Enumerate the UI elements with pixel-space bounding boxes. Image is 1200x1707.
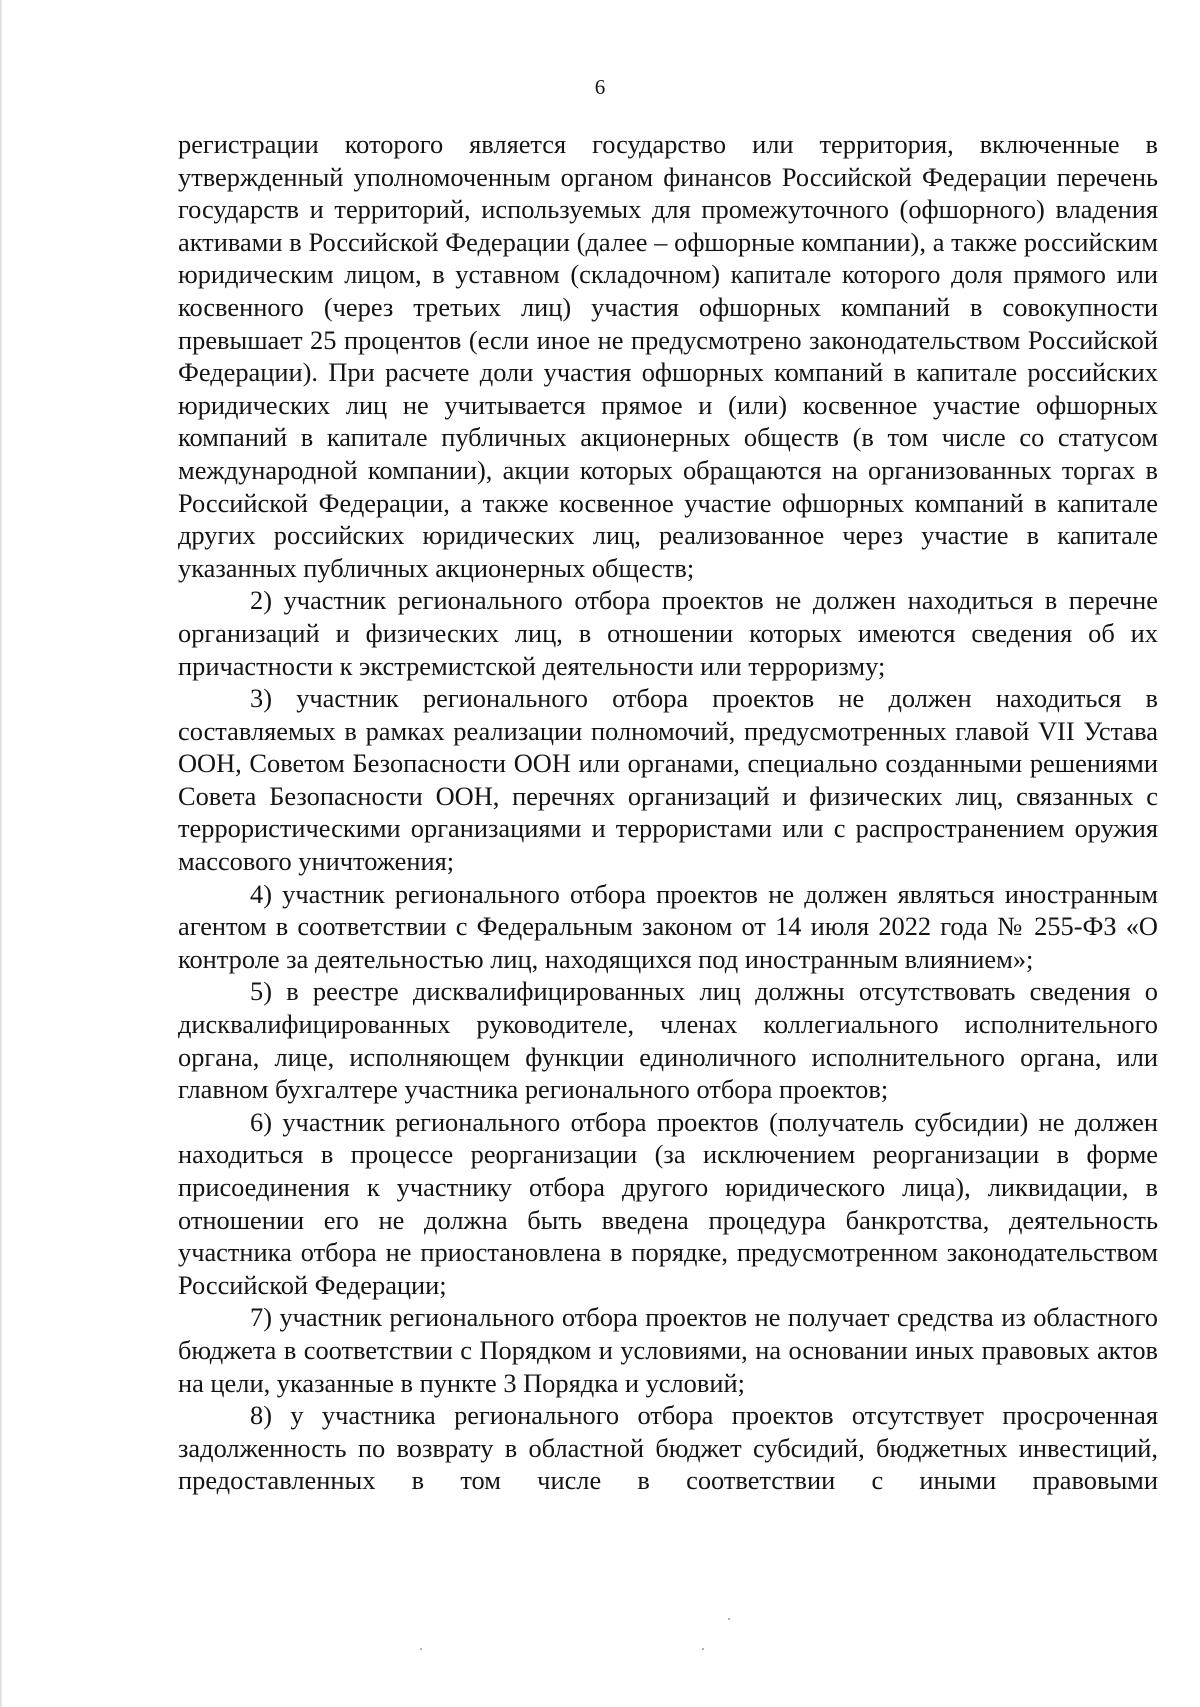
page-number: 6: [594, 75, 606, 99]
document-body: [178, 128, 1158, 1497]
paragraph-item-4: 4) участник регионального отбора проектов не должен являться иностранным агентом в соответствии с Федеральным законом от 14 июля 2022 года № 255-ФЗ «О контроле за деятельностью лиц, находящихся под иностранным влиянием»;: [178, 878, 1158, 974]
scan-edge: [0, 0, 3, 1707]
paragraph-item-7: 7) участник регионального отбора проектов не получает средства из областного бюджета в соответствии с Порядком и условиями, на основании иных правовых актов на цели, указанные в пункте 3 Порядка и условий;: [178, 1302, 1158, 1398]
paragraph-continuation: регистрации которого является государство или территория, включенные в утвержденный уполномоченным органом финансов Российской Федерации перечень государств и территорий, используемых для промежуточного (офшорного) владения активами в Российской Федерации (далее – офшорные компании), а также российским юридическим лицом, в уставном (складочном) капитале которого доля прямого или косвенного (через третьих лиц) участия офшорных компаний в совокупности превышает 25 процентов (если иное не предусмотрено законодательством Российской Федерации). При расчете доли участия офшорных компаний в капитале российских юридических лиц не учитывается прямое и (или) косвенное участие офшорных компаний в капитале публичных акционерных обществ (в том числе со статусом международной компании), акции которых обращаются на организованных торгах в Российской Федерации, а также косвенное участие офшорных компаний в капитале других российских юридических лиц, реализованное через участие в капитале указанных публичных акционерных обществ;: [178, 129, 1158, 583]
paragraph-item-5: 5) в реестре дисквалифицированных лиц должны отсутствовать сведения о дисквалифицированных руководителе, членах коллегиального исполнительного органа, лице, исполняющем функции единоличного исполнительного органа, или главном бухгалтере участника регионального отбора проектов;: [178, 976, 1158, 1105]
paragraph-item-6: 6) участник регионального отбора проектов (получатель субсидии) не должен находиться в процессе реорганизации (за исключением реорганизации в форме присоединения к участнику отбора другого юридического лица), ликвидации, в отношении его не должна быть введена процедура банкротства, деятельность участника отбора не приостановлена в порядке, предусмотренном законодательством Российской Федерации;: [178, 1106, 1158, 1300]
paragraph-item-3: 3) участник регионального отбора проектов не должен находиться в составляемых в рамках реализации полномочий, предусмотренных главой VII Устава ООН, Советом Безопасности ООН или органами, специально созданными решениями Совета Безопасности ООН, перечнях организаций и физических лиц, связанных с террористическими организациями и террористами или с распространением оружия массового уничтожения;: [178, 683, 1158, 877]
paragraph-item-2: 2) участник регионального отбора проектов не должен находиться в перечне организаций и физических лиц, в отношении которых имеются сведения об их причастности к экстремистской деятельности или терроризму;: [178, 585, 1158, 681]
scan-speck: [420, 1648, 422, 1650]
scan-speck: [702, 1648, 704, 1650]
paragraph-item-8: 8) у участника регионального отбора проектов отсутствует просроченная задолженность по возврату в областной бюджет субсидий, бюджетных инвестиций, предоставленных в том числе в соответствии с иными правовыми: [178, 1400, 1158, 1496]
scan-speck: [728, 1618, 730, 1620]
